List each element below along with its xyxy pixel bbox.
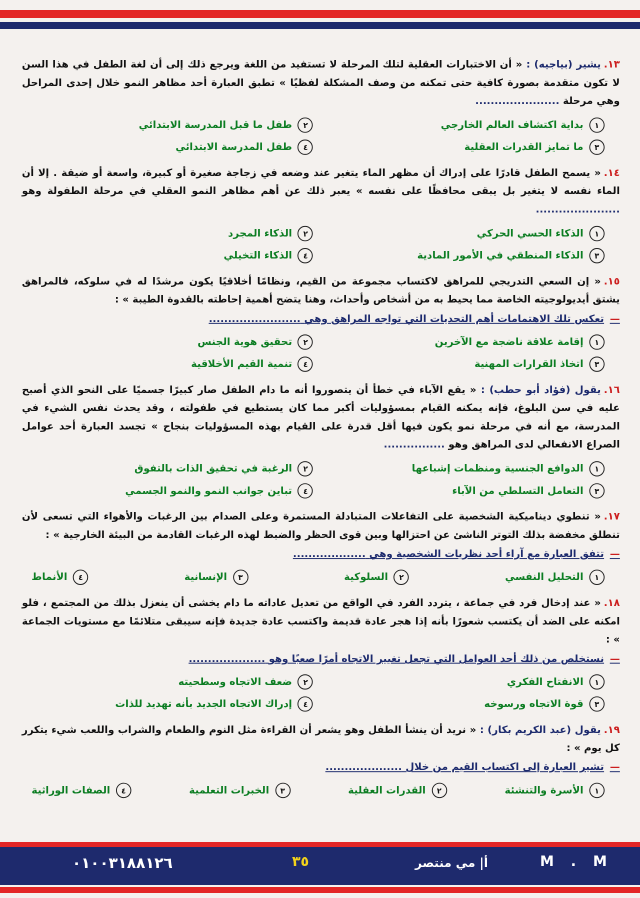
- option-circle-icon: ٣: [275, 783, 290, 798]
- option-2[interactable]: [22, 674, 313, 689]
- answer-blank: ................: [383, 439, 445, 451]
- option-label: الذكاء المنطقي في الأمور المادية: [417, 249, 584, 262]
- option-2[interactable]: [348, 783, 447, 798]
- option-circle-icon: ١: [589, 334, 604, 349]
- answer-blank: ....................: [188, 653, 266, 665]
- option-circle-icon: ٢: [298, 117, 313, 132]
- option-circle-icon: ٢: [298, 226, 313, 241]
- question-19: [22, 721, 620, 798]
- options-list: [32, 570, 605, 585]
- answer-blank: ........................: [208, 313, 301, 325]
- answer-blank: ......................: [475, 95, 560, 107]
- question-16: [22, 381, 620, 498]
- option-label: السلوكية: [344, 571, 389, 584]
- option-1[interactable]: [313, 226, 604, 241]
- option-circle-icon: ١: [589, 570, 604, 585]
- question-number: ١٣.: [603, 58, 620, 71]
- option-label: إدراك الاتجاه الجديد بأنه تهديد للذات: [115, 698, 293, 710]
- footer-phone: ٠١٠٠٣١٨٨١٢٦: [72, 854, 173, 872]
- questions-area: [22, 56, 620, 808]
- question-text: [22, 721, 620, 757]
- question-text: [22, 595, 620, 650]
- question-14: [22, 164, 620, 263]
- option-circle-icon: ٣: [233, 570, 248, 585]
- option-1[interactable]: [505, 783, 605, 798]
- answer-blank: ....................: [325, 761, 403, 774]
- option-circle-icon: ١: [589, 461, 604, 476]
- question-number: ١٤.: [603, 167, 620, 179]
- option-label: الأسرة والتنشئة: [504, 784, 584, 797]
- question-number: ١٩.: [603, 724, 621, 736]
- question-prompt: —نستخلص من ذلك أحد العوامل التي تجعل تغيير الاتجاه أمرًا صعبًا وهو ....................: [188, 653, 620, 665]
- option-circle-icon: ٣: [589, 356, 604, 371]
- option-label: قوة الاتجاه ورسوخه: [484, 698, 584, 710]
- question-body: « إن السعي التدريجي للمراهق لاكتساب مجموعة من القيم، ونظامًا أخلاقيًا يكون مرشدًا له في سلوكه، فالمراهق يشتق أيديولوجيته الخاصة مما يحيط به من أشخاص وأحداث، وهنا يتضح أهمية إحاطته بالقدوة الطيبة » :: [22, 275, 621, 306]
- option-label: التحليل النفسي: [505, 571, 584, 584]
- question-number: ١٧.: [603, 511, 620, 523]
- option-3[interactable]: [313, 140, 604, 155]
- question-prompt: —تعكس تلك الاهتمامات أهم التحديات التي تواجه المراهق وهي ........................: [208, 313, 620, 325]
- option-circle-icon: ٢: [394, 570, 409, 585]
- option-circle-icon: ٤: [298, 356, 313, 371]
- options-list: [22, 117, 605, 154]
- question-17: [22, 508, 620, 585]
- option-circle-icon: ٤: [298, 140, 313, 155]
- option-circle-icon: ١: [589, 674, 604, 689]
- option-circle-icon: ٤: [298, 248, 313, 263]
- option-label: الإنسانية: [184, 571, 228, 584]
- option-label: الرغبة في تحقيق الذات بالتفوق: [134, 463, 293, 475]
- question-body: « أن الاختبارات العقلية لتلك المرحلة لا تستفيد من اللغة ويرجع ذلك إلى أن لغة الطفل في هذا السن لا تكون متقدمة بصورة كافية حتى تمكنه من وصف المشكلة لفظيًا » تطبق العبارة أحد مظاهر النمو خلال إحدى المراحل وهي مرحلة: [22, 58, 620, 107]
- option-circle-icon: ٤: [298, 483, 313, 498]
- option-label: إقامة علاقة ناضجة مع الآخرين: [434, 336, 584, 348]
- question-text: [22, 56, 620, 111]
- option-4[interactable]: [22, 356, 313, 371]
- option-label: ما تمايز القدرات العقلية: [464, 141, 584, 153]
- options-list: [22, 226, 605, 263]
- question-speaker: يقول (عبد الكريم بكار) :: [479, 724, 601, 736]
- question-prompt: —تتفق العبارة مع آراء أحد نظريات الشخصية وهي ...................: [293, 548, 620, 560]
- option-circle-icon: ٣: [589, 696, 604, 711]
- question-number: ١٨.: [603, 597, 620, 609]
- options-list: [22, 674, 605, 711]
- option-circle-icon: ٤: [73, 570, 88, 585]
- option-4[interactable]: [22, 248, 313, 263]
- option-label: تباين جوانب النمو والنمو الجسمي: [125, 485, 293, 497]
- option-circle-icon: ٤: [116, 783, 131, 798]
- option-3[interactable]: [184, 570, 248, 585]
- prompt-text: تتفق العبارة مع آراء أحد نظريات الشخصية وهي: [369, 548, 605, 560]
- option-label: ضعف الاتجاه وسطحيته: [178, 676, 293, 688]
- option-circle-icon: ١: [589, 783, 604, 798]
- option-circle-icon: ٢: [298, 334, 313, 349]
- option-1[interactable]: [313, 334, 604, 349]
- question-18: [22, 595, 620, 712]
- option-circle-icon: ٣: [589, 483, 604, 498]
- option-label: الصفات الوراثية: [31, 784, 111, 797]
- question-text: [22, 508, 620, 544]
- option-label: الأنماط: [31, 571, 68, 584]
- option-circle-icon: ٢: [432, 783, 447, 798]
- option-2[interactable]: [22, 117, 313, 132]
- option-4[interactable]: [22, 140, 313, 155]
- options-list: [22, 334, 605, 371]
- option-label: الذكاء المجرد: [228, 227, 293, 240]
- question-number: ١٦.: [603, 384, 621, 396]
- question-body: « نريد أن ينشأ الطفل وهو يشعر أن القراءة مثل النوم والطعام والشراب واللعب شيء يتكرر كل يوم » :: [22, 724, 620, 754]
- top-navy-stripe: [0, 22, 640, 29]
- option-1[interactable]: [313, 674, 604, 689]
- option-label: طفل المدرسة الابتدائي: [175, 141, 293, 153]
- option-label: الذكاء الحسي الحركي: [476, 227, 584, 240]
- option-3[interactable]: [313, 696, 604, 711]
- options-list: [22, 461, 605, 498]
- question-speaker: يشير (بياجيه) :: [526, 58, 601, 71]
- option-4[interactable]: [32, 783, 132, 798]
- question-number: ١٥.: [603, 275, 620, 288]
- option-2[interactable]: [22, 461, 313, 476]
- page-number: ٣٥: [292, 854, 310, 870]
- option-label: التعامل التسلطي من الآباء: [452, 485, 584, 497]
- footer-initials: M . M: [540, 854, 613, 870]
- option-label: تحقيق هوية الجنس: [197, 336, 293, 348]
- prompt-text: نستخلص من ذلك أحد العوامل التي تجعل تغيير الاتجاه أمرًا صعبًا وهو: [268, 653, 605, 665]
- option-1[interactable]: [505, 570, 605, 585]
- question-text: [22, 164, 620, 219]
- option-circle-icon: ٢: [298, 674, 313, 689]
- option-label: الخبرات التعلمية: [189, 784, 270, 797]
- question-speaker: يقول (فؤاد أبو حطب) :: [480, 384, 601, 396]
- option-label: الدوافع الجنسية ومنظمات إشباعها: [411, 463, 584, 475]
- prompt-text: تعكس تلك الاهتمامات أهم التحديات التي تواجه المراهق وهي: [304, 313, 605, 325]
- option-2[interactable]: [344, 570, 409, 585]
- prompt-text: تشير العبارة إلى اكتساب القيم من خلال: [405, 761, 605, 774]
- option-label: طفل ما قبل المدرسة الابتدائي: [138, 119, 293, 131]
- question-text: [22, 273, 620, 309]
- option-4[interactable]: [22, 696, 313, 711]
- option-circle-icon: ٤: [298, 696, 313, 711]
- option-3[interactable]: [313, 356, 604, 371]
- question-body: « يسمح الطفل قادرًا على إدراك أن مظهر الماء يتغير عند وضعه في زجاجة صغيرة أو كبيرة، واسعة أو ضيقة . إلا أن الماء نفسه لا يتغير بل يبقى محافظًا على نفسه » يعبر ذلك عن أهم مظاهر النمو العقلي في مرحلة الطفولة وهو: [22, 167, 620, 198]
- question-15: [22, 273, 620, 372]
- option-circle-icon: ٣: [589, 140, 604, 155]
- option-label: الذكاء التخيلي: [223, 249, 293, 262]
- option-2[interactable]: [22, 334, 313, 349]
- option-3[interactable]: [313, 483, 604, 498]
- option-2[interactable]: [22, 226, 313, 241]
- top-decoration: [0, 0, 640, 30]
- question-13: [22, 56, 620, 155]
- answer-blank: ......................: [535, 203, 620, 216]
- question-body: « يقع الآباء في خطأ أن يتصوروا أنه ما دام الطفل صار كبيرًا جسميًا على النحو الذي أصبح عليه في سن البلوغ، فإنه يمكنه القيام بمسؤوليات أكبر مما كان يستطيع في طفولته ، وقد يحدث نفس الشيء في المدرسة، مع أنه في مرحلة نمو يكون فيها أقل قدرة على القيام بهذه المسؤوليات بنجاح » تجسد العبارة أحد عوامل الصراع الانفعالي لدى المراهق وهو: [22, 384, 620, 451]
- footer-author: أ| مي منتصر: [415, 856, 488, 870]
- option-label: تنمية القيم الأخلاقية: [191, 358, 293, 370]
- option-label: الانفتاح الفكري: [506, 676, 584, 688]
- option-label: بداية اكتشاف العالم الخارجي: [440, 119, 584, 131]
- footer-red-stripe-bottom: [0, 887, 640, 893]
- question-body: « تنطوي ديناميكية الشخصية على التفاعلات المتبادلة المستمرة وعلى الصدام بين الرغبات والأهواء التي تسعى لأن تنطلق مخفضة بذلك التوتر الناشئ عن احتزالها وبين قوى الحظر والضبط لهذه الرغبات القادمة من البيئة الخارجية » :: [22, 511, 620, 541]
- option-3[interactable]: [189, 783, 290, 798]
- option-4[interactable]: [22, 483, 313, 498]
- top-red-stripe: [0, 10, 640, 18]
- option-3[interactable]: [313, 248, 604, 263]
- page-footer: [0, 832, 640, 898]
- question-body: « عند إدخال فرد في جماعة ، يتردد الفرد في الواقع من تعديل عاداته ما دام يخشى أن ينعزل بذلك من المجتمع ، فلو امكنه على الضد أن يكتسب شعورًا بأنه إذا هجر عادة قديمة واكتسب عادة جديدة فإنه سيبقى متلائمًا مع مستويات الجماعة » :: [22, 597, 620, 646]
- answer-blank: ...................: [293, 548, 366, 560]
- options-list: [32, 783, 605, 798]
- option-circle-icon: ١: [589, 226, 604, 241]
- option-label: القدرات العقلية: [348, 784, 426, 797]
- option-circle-icon: ٢: [298, 461, 313, 476]
- option-1[interactable]: [313, 461, 604, 476]
- option-circle-icon: ١: [589, 117, 604, 132]
- option-circle-icon: ٣: [589, 248, 604, 263]
- option-label: اتخاذ القرارات المهنية: [474, 358, 584, 370]
- question-text: [22, 381, 620, 454]
- question-prompt: —تشير العبارة إلى اكتساب القيم من خلال ....................: [325, 761, 620, 774]
- option-4[interactable]: [32, 570, 89, 585]
- option-1[interactable]: [313, 117, 604, 132]
